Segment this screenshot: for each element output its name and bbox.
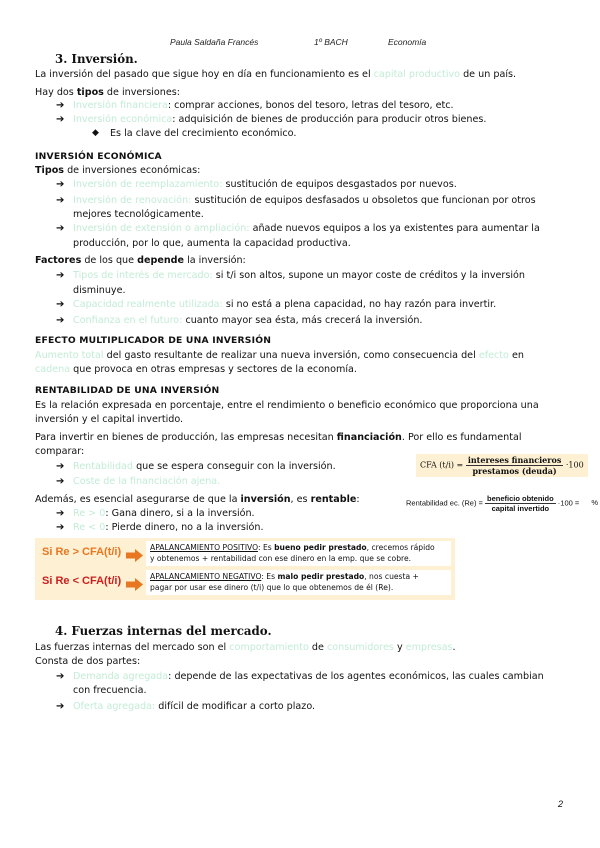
list-item: Inversión de renovación: sustitución de equipos desfasados u obsoletos que funcionan por otros (73, 195, 536, 206)
profitability-heading: RENTABILIDAD DE UNA INVERSIÓN (35, 385, 220, 396)
arrow-right-icon: ➔ (56, 476, 65, 487)
list-item-continuation: producción, por lo que, aumenta la capacidad productiva. (73, 238, 351, 249)
condition-negative: Si Re < CFA(t/i) (42, 575, 122, 587)
arrow-right-icon (126, 547, 143, 560)
list-item: Demanda agregada: depende de las expectativas de los agentes económicos, las cuales cambian (73, 671, 544, 682)
list-item-continuation: disminuye. (73, 285, 126, 296)
economic-investment-types: Tipos de inversiones económicas: (35, 165, 201, 176)
list-item: Inversión económica: adquisición de bienes de producción para producir otros bienes. (73, 114, 487, 125)
list-item-continuation: con frecuencia. (73, 685, 147, 696)
list-item: Rentabilidad que se espera conseguir con la inversión. (73, 461, 336, 472)
financing-paragraph: Para invertir en bienes de producción, las empresas necesitan financiación. Por ello es fundamental (35, 432, 522, 443)
multiplier-line-1: Aumento total del gasto resultante de realizar una nueva inversión, como consecuencia del efecto en (35, 350, 524, 361)
list-item: Capacidad realmente utilizada: si no está a plena capacidad, no hay razón para invertir. (73, 299, 497, 310)
arrow-right-icon: ➔ (56, 522, 65, 533)
highlight-capital-productivo: capital productivo (373, 69, 461, 80)
header-author: Paula Saldaña Francés (170, 37, 259, 47)
section-3-title: 3. Inversión. (55, 52, 138, 66)
section-3-intro: La inversión del pasado que sigue hoy en día en funcionamiento es el capital productivo de un país. (35, 69, 517, 80)
re-formula: Rentabilidad ec. (Re) = $\frac{\text{beneficio obtenido}}{\text{capital invertido}}$ ·100 = % (406, 494, 599, 513)
economic-investment-heading: INVERSIÓN ECONÓMICA (35, 151, 162, 162)
cfa-formula: CFA (t/i) = $\frac{\text{intereses financieros}}{\text{prestamos (deuda)}}$ ·100 (416, 454, 588, 477)
factors-intro: Factores de los que depende la inversión: (35, 255, 246, 266)
arrow-right-icon: ➔ (56, 701, 65, 712)
list-item: Re > 0: Gana dinero, si a la inversión. (73, 508, 255, 519)
diamond-icon: ◆ (92, 128, 99, 138)
arrow-right-icon: ➔ (56, 223, 65, 234)
section-4-parts: Consta de dos partes: (35, 656, 141, 667)
arrow-right-icon: ➔ (56, 114, 65, 125)
profitability-definition-cont: inversión y el capital invertido. (35, 414, 184, 425)
arrow-right-icon (126, 576, 143, 589)
list-item: Confianza en el futuro: cuanto mayor sea ésta, más crecerá la inversión. (73, 315, 423, 326)
rentable-paragraph: Además, es esencial asegurarse de que la inversión, es rentable: (35, 494, 360, 505)
header-course: 1º BACH (314, 37, 348, 47)
list-item: Re < 0: Pierde dinero, no a la inversión. (73, 522, 264, 533)
leverage-negative-text: APALANCAMIENTO NEGATIVO: Es malo pedir prestado, nos cuesta + pagar por usar ese dinero (t/i) que lo que obtenemos de él (Re). (150, 572, 419, 592)
profitability-definition: Es la relación expresada en porcentaje, entre el rendimiento o beneficio económico que proporciona una (35, 400, 539, 411)
condition-positive: Si Re > CFA(t/i) (42, 546, 122, 558)
financing-paragraph-cont: comparar: (35, 446, 85, 457)
leverage-positive-text: APALANCAMIENTO POSITIVO: Es bueno pedir prestado, crecemos rápido y obtenemos + rentabilidad con ese dinero en la emp. que se cobre. (150, 543, 435, 563)
list-item: Coste de la financiación ajena. (73, 476, 221, 487)
section-4-title: 4. Fuerzas internas del mercado. (55, 624, 272, 638)
section-3-types: Hay dos tipos de inversiones: (35, 87, 180, 98)
list-item: Inversión financiera: comprar acciones, bonos del tesoro, letras del tesoro, etc. (73, 100, 454, 111)
arrow-right-icon: ➔ (56, 270, 65, 281)
arrow-right-icon: ➔ (56, 299, 65, 310)
list-item: Tipos de interés de mercado: si t/i son altos, supone un mayor coste de créditos y la inversión (73, 270, 525, 281)
section-4-intro: Las fuerzas internas del mercado son el comportamiento de consumidores y empresas. (35, 642, 456, 653)
list-sub-item: Es la clave del crecimiento económico. (110, 128, 297, 139)
page-number: 2 (558, 799, 564, 809)
arrow-right-icon: ➔ (56, 315, 65, 326)
arrow-right-icon: ➔ (56, 671, 65, 682)
list-item-continuation: mejores tecnológicamente. (73, 209, 204, 220)
arrow-right-icon: ➔ (56, 195, 65, 206)
multiplier-heading: EFECTO MULTIPLICADOR DE UNA INVERSIÓN (35, 335, 272, 346)
list-item: Oferta agregada: difícil de modificar a corto plazo. (73, 701, 316, 712)
header-subject: Economía (388, 37, 427, 47)
arrow-right-icon: ➔ (56, 179, 65, 190)
arrow-right-icon: ➔ (56, 100, 65, 111)
arrow-right-icon: ➔ (56, 461, 65, 472)
list-item: Inversión de reemplazamiento: sustitución de equipos desgastados por nuevos. (73, 179, 457, 190)
multiplier-line-2: cadena que provoca en otras empresas y sectores de la economía. (35, 364, 357, 375)
list-item: Inversión de extensión o ampliación: añade nuevos equipos a los ya existentes para aumentar la (73, 223, 540, 234)
arrow-right-icon: ➔ (56, 508, 65, 519)
